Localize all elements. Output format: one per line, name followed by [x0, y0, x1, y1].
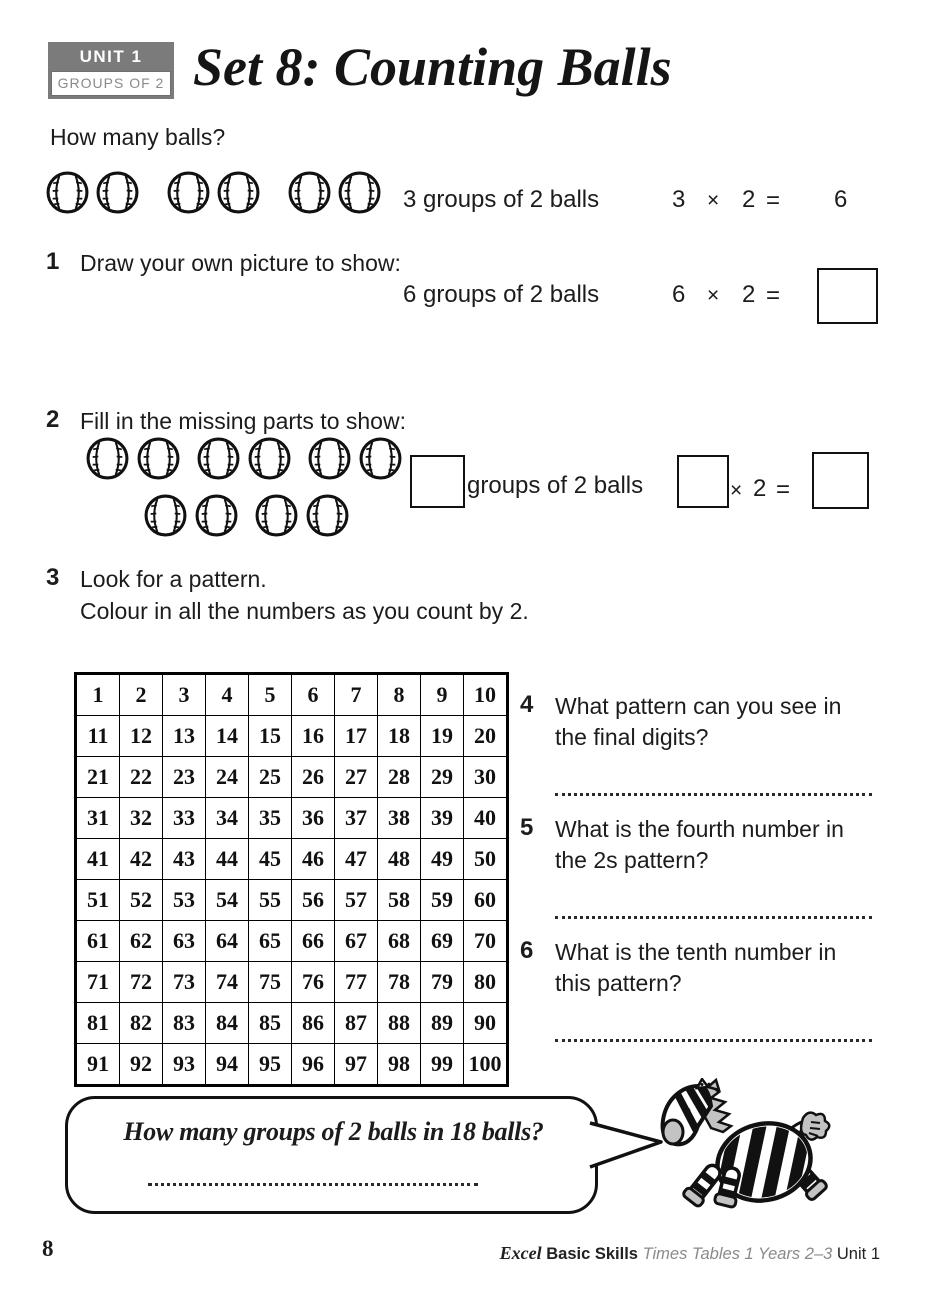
baseball-icon [337, 170, 382, 215]
question-3-line1: Look for a pattern. [80, 566, 267, 592]
answer-line[interactable] [555, 777, 872, 796]
grid-cell[interactable]: 33 [163, 798, 206, 839]
grid-cell[interactable]: 13 [163, 716, 206, 757]
ball-pair [166, 170, 261, 215]
baseball-icon [45, 170, 90, 215]
grid-cell[interactable]: 7 [335, 674, 378, 716]
grid-cell[interactable]: 56 [292, 880, 335, 921]
grid-cell[interactable]: 55 [249, 880, 292, 921]
grid-row [76, 1003, 508, 1044]
question-1-text: Draw your own picture to show: [80, 250, 401, 276]
equals-sign: = [776, 476, 791, 503]
baseball-icon [196, 436, 241, 481]
zebra-ear [708, 1080, 719, 1090]
grid-cell[interactable]: 90 [464, 1003, 508, 1044]
grid-cell[interactable]: 32 [120, 798, 163, 839]
zebra-eye [684, 1108, 691, 1115]
baseball-icon [216, 170, 261, 215]
grid-cell[interactable]: 1 [76, 674, 120, 716]
grid-cell[interactable]: 28 [378, 757, 421, 798]
equals-sign: = [766, 187, 781, 214]
unit-badge-line2: GROUPS OF 2 [51, 71, 171, 96]
grid-cell[interactable]: 6 [292, 674, 335, 716]
grid-cell[interactable]: 40 [464, 798, 508, 839]
multiply-sign: × [730, 479, 743, 502]
grid-cell[interactable]: 73 [163, 962, 206, 1003]
grid-cell[interactable]: 87 [335, 1003, 378, 1044]
grid-cell[interactable]: 63 [163, 921, 206, 962]
question-5-line1: What is the fourth number in [555, 816, 844, 842]
grid-cell[interactable]: 3 [163, 674, 206, 716]
footer-unit: Unit 1 [836, 1245, 880, 1263]
grid-cell[interactable]: 59 [421, 880, 464, 921]
answer-line[interactable] [555, 1023, 872, 1042]
grid-cell[interactable]: 88 [378, 1003, 421, 1044]
example-answer: 6 [834, 186, 848, 213]
unit-badge-line1: UNIT 1 [79, 47, 143, 66]
grid-row [76, 880, 508, 921]
baseball-icon [307, 436, 352, 481]
grid-cell[interactable]: 93 [163, 1044, 206, 1086]
grid-cell[interactable]: 61 [76, 921, 120, 962]
question-2-balls-row1 [85, 436, 418, 481]
grid-cell[interactable]: 23 [163, 757, 206, 798]
grid-row [76, 839, 508, 880]
grid-cell[interactable]: 38 [378, 798, 421, 839]
question-1-number: 1 [46, 248, 60, 275]
baseball-icon [247, 436, 292, 481]
grid-cell[interactable]: 71 [76, 962, 120, 1003]
baseball-icon [305, 493, 350, 538]
grid-row [76, 798, 508, 839]
grid-cell[interactable]: 97 [335, 1044, 378, 1086]
baseball-icon [194, 493, 239, 538]
grid-cell[interactable]: 58 [378, 880, 421, 921]
baseball-icon [166, 170, 211, 215]
example-label: 3 groups of 2 balls [403, 186, 600, 213]
grid-row [76, 757, 508, 798]
ball-pair [287, 170, 382, 215]
baseball-icon [143, 493, 188, 538]
baseball-icon [85, 436, 130, 481]
grid-cell[interactable]: 66 [292, 921, 335, 962]
grid-cell[interactable]: 53 [163, 880, 206, 921]
grid-cell[interactable]: 25 [249, 757, 292, 798]
ball-pair [196, 436, 292, 481]
example-balls [45, 170, 408, 215]
grid-cell[interactable]: 17 [335, 716, 378, 757]
grid-row [76, 962, 508, 1003]
baseball-icon [95, 170, 140, 215]
grid-cell[interactable]: 50 [464, 839, 508, 880]
question-2-balls-row2 [143, 493, 365, 538]
grid-cell[interactable]: 9 [421, 674, 464, 716]
grid-cell[interactable]: 41 [76, 839, 120, 880]
question-4-line1: What pattern can you see in [555, 693, 842, 719]
speech-bubble [65, 1096, 598, 1214]
grid-cell[interactable]: 11 [76, 716, 120, 757]
ball-pair [307, 436, 403, 481]
grid-cell[interactable]: 18 [378, 716, 421, 757]
question-2-label: groups of 2 balls [467, 472, 644, 499]
intro-question: How many balls? [50, 124, 226, 150]
grid-cell[interactable]: 34 [206, 798, 249, 839]
grid-cell[interactable]: 67 [335, 921, 378, 962]
grid-cell[interactable]: 5 [249, 674, 292, 716]
grid-cell[interactable]: 37 [335, 798, 378, 839]
grid-cell[interactable]: 60 [464, 880, 508, 921]
answer-box[interactable] [410, 455, 465, 508]
grid-cell[interactable]: 2 [120, 674, 163, 716]
grid-cell[interactable]: 30 [464, 757, 508, 798]
footer-book: Times Tables 1 Years 2–3 [642, 1245, 833, 1263]
zebra-illustration [653, 1078, 853, 1218]
answer-box[interactable] [677, 455, 729, 508]
grid-cell[interactable]: 49 [421, 839, 464, 880]
grid-row [76, 716, 508, 757]
grid-cell[interactable]: 47 [335, 839, 378, 880]
equation-operand: 2 [753, 475, 767, 502]
equation-operand: 6 [672, 281, 686, 308]
grid-cell[interactable]: 10 [464, 674, 508, 716]
question-6-line2: this pattern? [555, 970, 682, 996]
question-1-label: 6 groups of 2 balls [403, 281, 600, 308]
speech-bubble-question: How many groups of 2 balls in 18 balls? [123, 1117, 544, 1146]
grid-cell[interactable]: 69 [421, 921, 464, 962]
grid-cell[interactable]: 78 [378, 962, 421, 1003]
grid-cell[interactable]: 24 [206, 757, 249, 798]
grid-cell[interactable]: 20 [464, 716, 508, 757]
grid-cell[interactable]: 36 [292, 798, 335, 839]
grid-cell[interactable]: 85 [249, 1003, 292, 1044]
equals-sign: = [766, 282, 781, 309]
multiply-sign: × [707, 284, 720, 307]
grid-cell[interactable]: 75 [249, 962, 292, 1003]
grid-cell[interactable]: 92 [120, 1044, 163, 1086]
grid-cell[interactable]: 45 [249, 839, 292, 880]
grid-cell[interactable]: 14 [206, 716, 249, 757]
grid-cell[interactable]: 39 [421, 798, 464, 839]
grid-cell[interactable]: 96 [292, 1044, 335, 1086]
grid-cell[interactable]: 19 [421, 716, 464, 757]
grid-cell[interactable]: 98 [378, 1044, 421, 1086]
footer-series: Basic Skills [546, 1245, 638, 1263]
zebra-muzzle [663, 1120, 683, 1144]
grid-cell[interactable]: 70 [464, 921, 508, 962]
footer-brand: Excel [499, 1243, 542, 1263]
grid-cell[interactable]: 4 [206, 674, 249, 716]
grid-cell[interactable]: 22 [120, 757, 163, 798]
grid-cell[interactable]: 29 [421, 757, 464, 798]
grid-cell[interactable]: 27 [335, 757, 378, 798]
question-4-line2: the final digits? [555, 724, 709, 750]
question-2-text: Fill in the missing parts to show: [80, 408, 406, 434]
grid-cell[interactable]: 26 [292, 757, 335, 798]
unit-badge [48, 42, 174, 99]
multiply-sign: × [707, 189, 720, 212]
grid-cell[interactable]: 51 [76, 880, 120, 921]
grid-cell[interactable]: 46 [292, 839, 335, 880]
grid-cell[interactable]: 35 [249, 798, 292, 839]
grid-cell[interactable]: 95 [249, 1044, 292, 1086]
grid-cell[interactable]: 48 [378, 839, 421, 880]
equation-operand: 2 [742, 281, 756, 308]
question-6-line1: What is the tenth number in [555, 939, 837, 965]
equation-operand: 2 [742, 186, 756, 213]
grid-cell[interactable]: 86 [292, 1003, 335, 1044]
baseball-icon [136, 436, 181, 481]
grid-cell[interactable]: 52 [120, 880, 163, 921]
grid-cell[interactable]: 91 [76, 1044, 120, 1086]
grid-cell[interactable]: 81 [76, 1003, 120, 1044]
grid-cell[interactable]: 8 [378, 674, 421, 716]
grid-row [76, 1044, 508, 1086]
grid-cell[interactable]: 76 [292, 962, 335, 1003]
ball-pair [85, 436, 181, 481]
equation-operand: 3 [672, 186, 686, 213]
question-4-number: 4 [520, 691, 534, 718]
baseball-icon [287, 170, 332, 215]
answer-box[interactable] [812, 452, 869, 509]
ball-pair [45, 170, 140, 215]
grid-cell[interactable]: 44 [206, 839, 249, 880]
page-number: 8 [42, 1236, 54, 1261]
grid-cell[interactable]: 42 [120, 839, 163, 880]
grid-cell[interactable]: 89 [421, 1003, 464, 1044]
grid-cell[interactable]: 99 [421, 1044, 464, 1086]
page-title: Set 8: Counting Balls [193, 37, 672, 97]
grid-cell[interactable]: 80 [464, 962, 508, 1003]
grid-cell[interactable]: 68 [378, 921, 421, 962]
grid-cell[interactable]: 72 [120, 962, 163, 1003]
question-5-line2: the 2s pattern? [555, 847, 709, 873]
grid-cell[interactable]: 83 [163, 1003, 206, 1044]
hundred-chart [74, 672, 509, 1087]
grid-cell[interactable]: 94 [206, 1044, 249, 1086]
grid-cell[interactable]: 77 [335, 962, 378, 1003]
grid-cell[interactable]: 84 [206, 1003, 249, 1044]
ball-pair [143, 493, 239, 538]
grid-cell[interactable]: 62 [120, 921, 163, 962]
grid-cell[interactable]: 82 [120, 1003, 163, 1044]
grid-cell[interactable]: 65 [249, 921, 292, 962]
question-2-number: 2 [46, 406, 60, 433]
grid-cell[interactable]: 21 [76, 757, 120, 798]
answer-box[interactable] [817, 268, 878, 324]
grid-cell[interactable]: 12 [120, 716, 163, 757]
baseball-icon [358, 436, 403, 481]
grid-cell[interactable]: 31 [76, 798, 120, 839]
grid-cell[interactable]: 74 [206, 962, 249, 1003]
question-6-number: 6 [520, 937, 534, 964]
grid-cell[interactable]: 16 [292, 716, 335, 757]
grid-cell[interactable]: 64 [206, 921, 249, 962]
footer-credit [500, 1243, 880, 1264]
baseball-icon [254, 493, 299, 538]
question-5-number: 5 [520, 814, 534, 841]
grid-row [76, 921, 508, 962]
grid-cell[interactable]: 15 [249, 716, 292, 757]
answer-line[interactable] [148, 1167, 478, 1186]
question-3-number: 3 [46, 564, 60, 591]
grid-cell[interactable]: 100 [464, 1044, 508, 1086]
answer-line[interactable] [555, 900, 872, 919]
question-3-line2: Colour in all the numbers as you count by 2. [80, 598, 529, 624]
grid-cell[interactable]: 43 [163, 839, 206, 880]
grid-cell[interactable]: 79 [421, 962, 464, 1003]
grid-cell[interactable]: 57 [335, 880, 378, 921]
grid-row [76, 674, 508, 716]
grid-cell[interactable]: 54 [206, 880, 249, 921]
ball-pair [254, 493, 350, 538]
